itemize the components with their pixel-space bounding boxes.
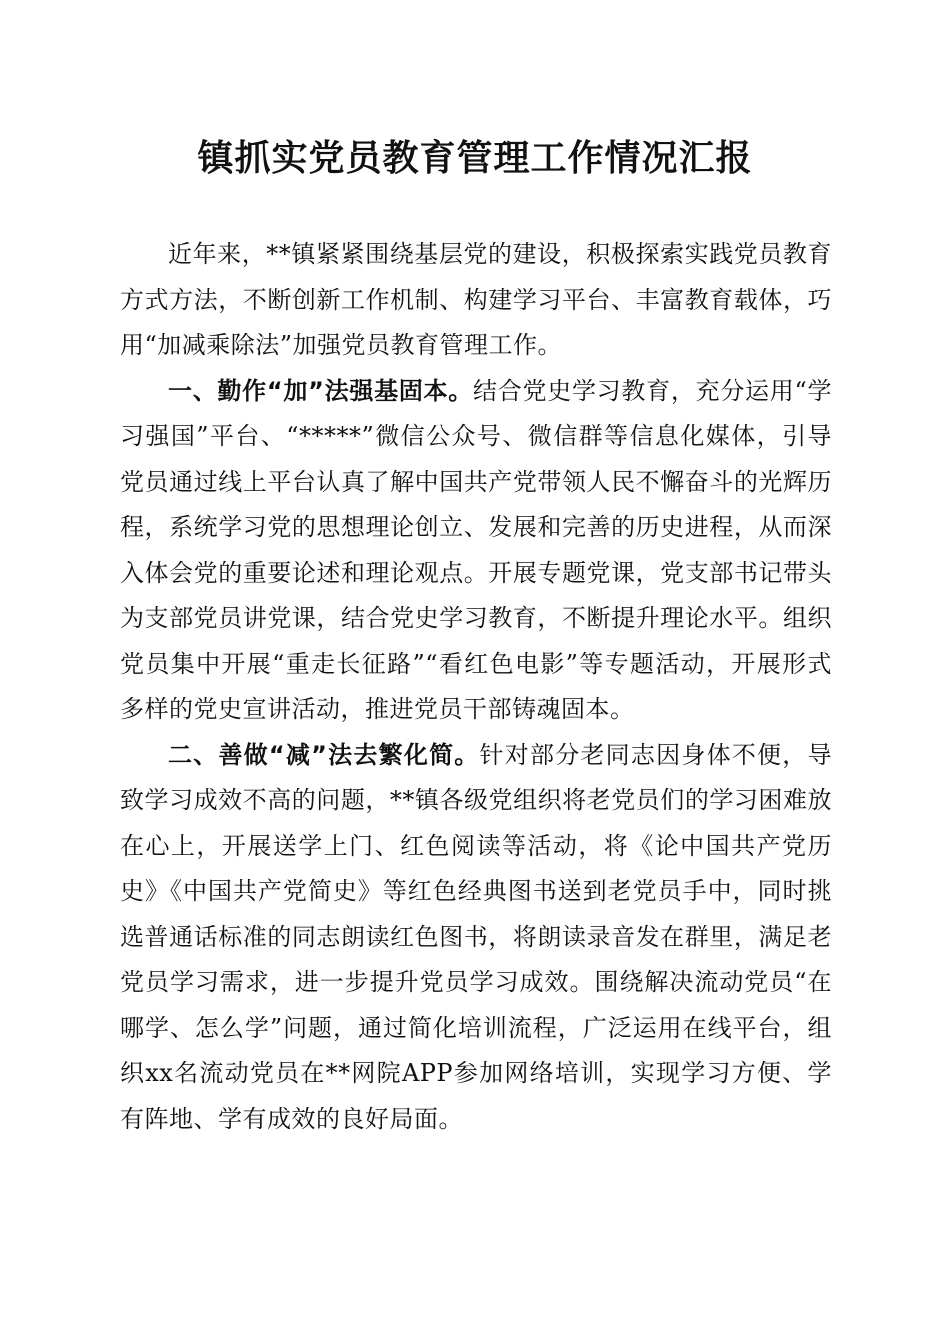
section-paragraph-2 [120,733,832,1143]
document-body [120,232,832,1142]
section-paragraph-1 [120,369,832,733]
section-body-2: 针对部分老同志因身体不便，导致学习成效不高的问题，**镇各级党组织将老党员们的学习困难放在心上，开展送学上门、红色阅读等活动，将《论中国共产党历史》《中国共产党简史》等红色经典图书送到老党员手中，同时挑选普通话标准的同志朗读红色图书，将朗读录音发在群里，满足老党员学习需求，进一步提升党员学习成效。围绕解决流动党员“在哪学、怎么学”问题，通过简化培训流程，广泛运用在线平台，组织xx名流动党员在**网院APP参加网络培训，实现学习方便、学有阵地、学有成效的良好局面。 [120,740,833,1133]
section-heading-2: 二、善做“减”法去繁化简。 [168,740,480,769]
section-body-1: 结合党史学习教育，充分运用“学习强国”平台、“*****”微信公众号、微信群等信息化媒体，引导党员通过线上平台认真了解中国共产党带领人民不懈奋斗的光辉历程，系统学习党的思想理论创立、发展和完善的历史进程，从而深入体会党的重要论述和理论观点。开展专题党课，党支部书记带头为支部党员讲党课，结合党史学习教育，不断提升理论水平。组织党员集中开展“重走长征路”“看红色电影”等专题活动，开展形式多样的党史宣讲活动，推进党员干部铸魂固本。 [120,376,833,723]
document-title: 镇抓实党员教育管理工作情况汇报 [197,137,753,179]
intro-paragraph: 近年来，**镇紧紧围绕基层党的建设，积极探索实践党员教育方式方法，不断创新工作机制、构建学习平台、丰富教育载体，巧用“加减乘除法”加强党员教育管理工作。 [120,240,832,359]
section-heading-1: 一、勤作“加”法强基固本。 [168,376,474,405]
